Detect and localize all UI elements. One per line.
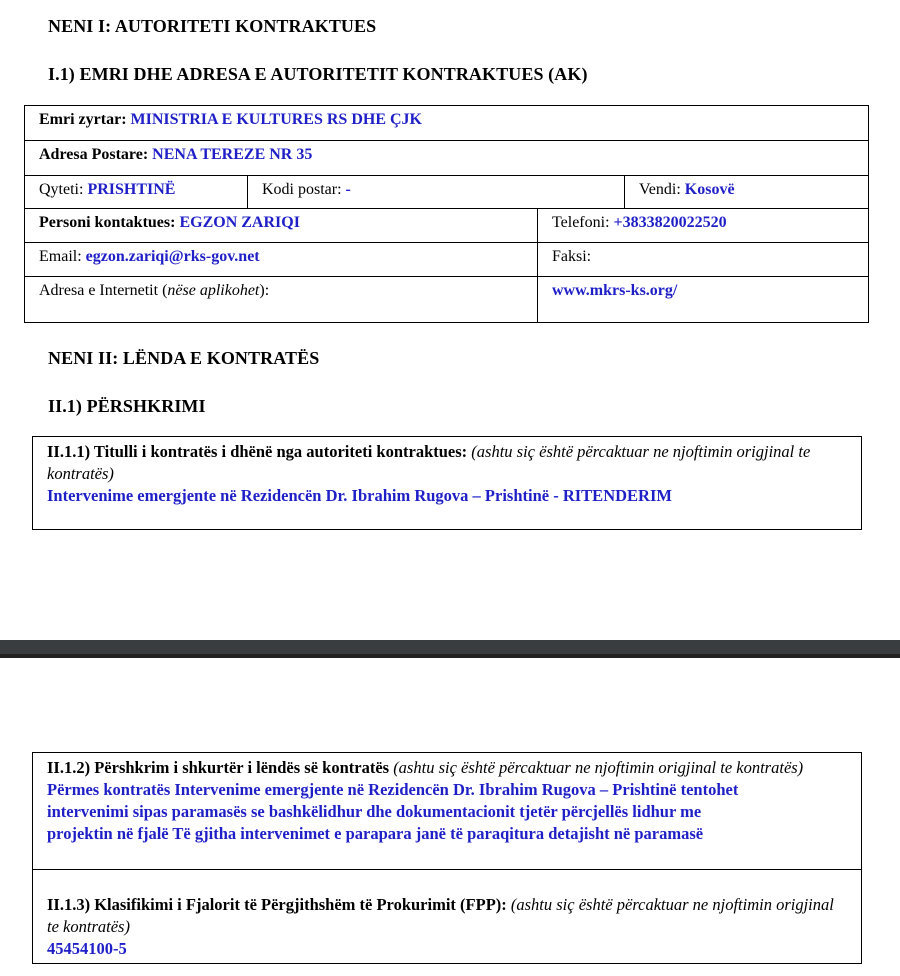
short-description-line-2: intervenimi sipas paramasës se bashkëlidhur dhe dokumentacionit tjetër përcjellës lidhur me bbox=[47, 802, 702, 821]
cell-country bbox=[624, 176, 868, 208]
short-description-line-1: Përmes kontratës Intervenime emergjente në Rezidencën Dr. Ibrahim Rugova – Prishtinë tentohet bbox=[47, 780, 739, 799]
row-contact bbox=[25, 209, 868, 243]
contract-title-note: (ashtu siç është përcaktuar ne njoftimin origjinal te kontratës) bbox=[47, 442, 811, 483]
city-value: PRISHTINË bbox=[87, 181, 176, 198]
cpv-classification-box bbox=[32, 869, 862, 964]
short-description-note: (ashtu siç është përcaktuar ne njoftimin origjinal te kontratës) bbox=[393, 758, 804, 777]
contract-title-box bbox=[32, 436, 862, 530]
official-name-value: MINISTRIA E KULTURES RS DHE ÇJK bbox=[130, 111, 422, 128]
country-label: Vendi: bbox=[639, 181, 681, 198]
contract-title-label: II.1.1) Titulli i kontratës i dhënë nga autoriteti kontraktues: bbox=[47, 442, 468, 461]
row-official-name bbox=[25, 106, 868, 141]
cell-phone bbox=[537, 209, 868, 242]
cell-postal-code bbox=[247, 176, 624, 208]
section-title-contract-subject: NENI II: LËNDA E KONTRATËS bbox=[48, 348, 320, 368]
cpv-value: 45454100-5 bbox=[47, 939, 127, 958]
short-description-label: II.1.2) Përshkrim i shkurtër i lëndës së kontratës bbox=[47, 758, 390, 777]
fax-label: Faksi: bbox=[552, 248, 592, 265]
official-name-label: Emri zyrtar bbox=[39, 111, 122, 128]
phone-value: +3833820022520 bbox=[613, 214, 727, 231]
short-description-line-3: projektin në fjalë Të gjitha intervenimet e parapara janë të paraqitura detajisht në paramasë bbox=[47, 824, 704, 843]
website-value: www.mkrs-ks.org/ bbox=[552, 282, 678, 299]
contact-label: Personi kontaktues bbox=[39, 214, 171, 231]
cpv-note: (ashtu siç është përcaktuar ne njoftimin origjinal te kontratës) bbox=[47, 895, 834, 936]
page-break-divider bbox=[0, 640, 900, 658]
cell-official-name: Emri zyrtar: MINISTRIA E KULTURES RS DHE ÇJK bbox=[39, 111, 422, 128]
section-subtitle-name-address: I.1) EMRI DHE ADRESA E AUTORITETIT KONTRAKTUES (AK) bbox=[48, 64, 588, 84]
email-value: egzon.zariqi@rks-gov.net bbox=[85, 248, 260, 265]
website-note: nëse aplikohet bbox=[167, 282, 260, 299]
contract-title-value: Intervenime emergjente në Rezidencën Dr. Ibrahim Rugova – Prishtinë - RITENDERIM bbox=[47, 486, 672, 505]
short-description-box bbox=[32, 752, 862, 870]
phone-label: Telefoni: bbox=[552, 214, 610, 231]
postal-code-value: - bbox=[345, 181, 351, 198]
cell-email bbox=[25, 243, 537, 276]
contact-value: EGZON ZARIQI bbox=[179, 214, 300, 231]
email-label: Email: bbox=[39, 248, 82, 265]
cell-fax bbox=[537, 243, 868, 276]
row-email bbox=[25, 243, 868, 277]
cell-postal-address: Adresa Postare: NENA TEREZE NR 35 bbox=[39, 146, 313, 163]
row-website bbox=[25, 277, 868, 322]
country-value: Kosovë bbox=[684, 181, 735, 198]
cpv-label: II.1.3) Klasifikimi i Fjalorit të Përgjithshëm të Prokurimit (FPP): bbox=[47, 895, 507, 914]
section-title-contracting-authority: NENI I: AUTORITETI KONTRAKTUES bbox=[48, 16, 377, 36]
cell-website bbox=[537, 277, 868, 322]
website-label: Adresa e Internetit bbox=[39, 282, 159, 299]
cell-city bbox=[25, 176, 247, 208]
row-city bbox=[25, 176, 868, 209]
row-postal-address bbox=[25, 141, 868, 176]
postal-address-label: Adresa Postare bbox=[39, 146, 143, 163]
contracting-authority-table bbox=[24, 105, 869, 323]
city-label: Qyteti: bbox=[39, 181, 84, 198]
postal-code-label: Kodi postar: bbox=[262, 181, 342, 198]
cell-website-label: Adresa e Internetit (nëse aplikohet): bbox=[39, 282, 270, 299]
cell-contact-person: Personi kontaktues: EGZON ZARIQI bbox=[39, 214, 300, 231]
postal-address-value: NENA TEREZE NR 35 bbox=[152, 146, 313, 163]
section-subtitle-description: II.1) PËRSHKRIMI bbox=[48, 396, 206, 416]
